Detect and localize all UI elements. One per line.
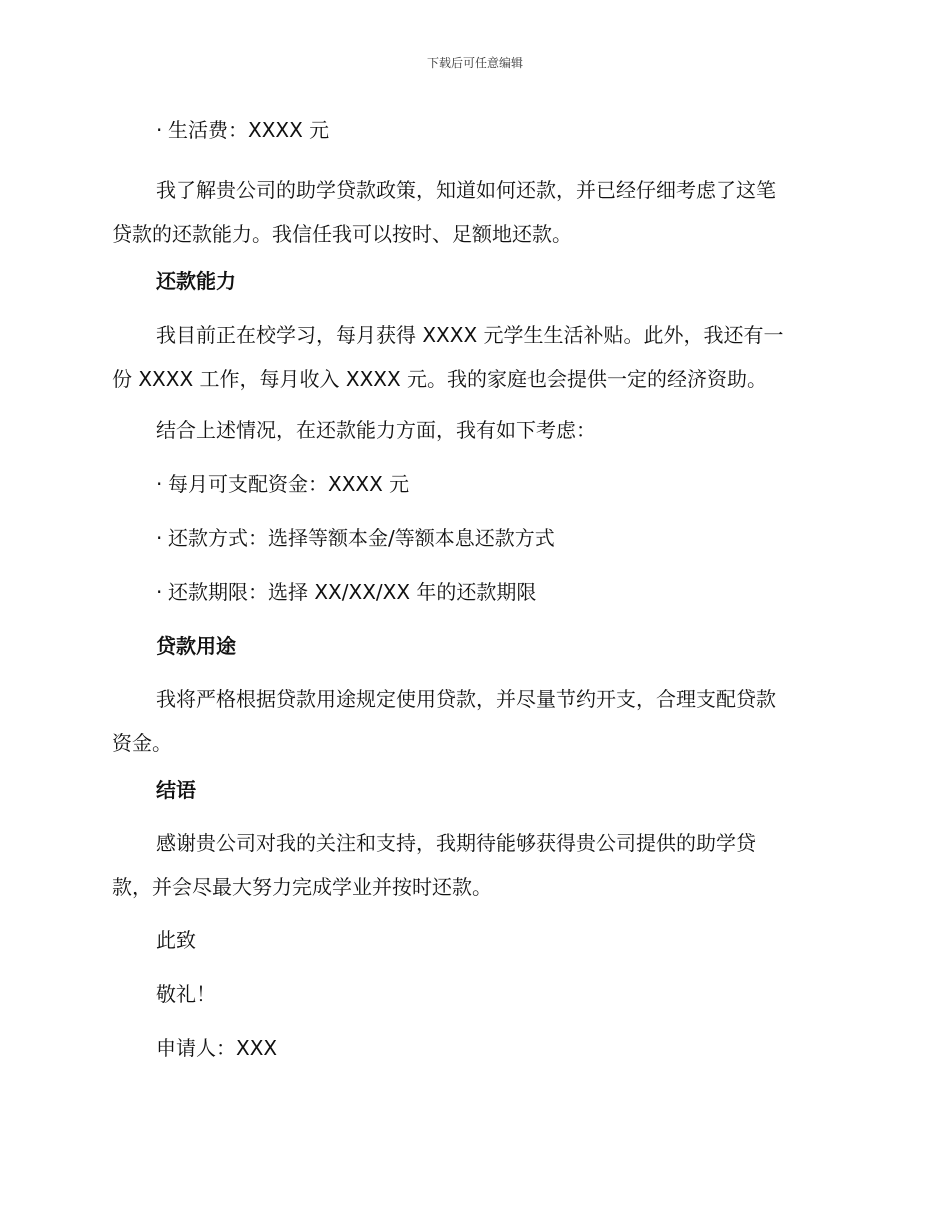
bullet-monthly-funds <box>112 469 832 499</box>
paragraph-line: 贷款的还款能力。我信任我可以按时、足额地还款。 <box>112 222 572 246</box>
paragraph-line: 款，并会尽最大努力完成学业并按时还款。 <box>112 875 492 899</box>
paragraph-line: 感谢贵公司对我的关注和支持，我期待能够获得贵公司提供的助学贷 <box>156 831 756 855</box>
bullet-text: 每月可支配资金：XXXX 元 <box>168 472 410 496</box>
document-body <box>112 113 832 1063</box>
closing-ci: 此致 <box>156 928 196 952</box>
paragraph-line: 我了解贵公司的助学贷款政策，知道如何还款，并已经仔细考虑了这笔 <box>156 178 776 202</box>
paragraph-repay <box>112 313 832 401</box>
section-heading-conclusion: 结语 <box>156 778 196 802</box>
bullet-repay-term <box>112 577 832 607</box>
bullet-marker: · <box>156 472 163 496</box>
bullet-text: 生活费：XXXX 元 <box>168 118 330 142</box>
paragraph-line: 份 XXXX 工作，每月收入 XXXX 元。我的家庭也会提供一定的经济资助。 <box>112 367 768 391</box>
bullet-marker: · <box>156 580 163 604</box>
paragraph-conclusion <box>112 821 832 909</box>
bullet-marker: · <box>156 118 163 142</box>
paragraph-line: 资金。 <box>112 731 172 755</box>
header-note: 下载后可任意编辑 <box>426 56 523 70</box>
applicant-line: 申请人：XXX <box>156 1036 278 1060</box>
consider-line: 结合上述情况，在还款能力方面，我有如下考虑： <box>156 418 596 442</box>
bullet-living-cost <box>112 115 832 145</box>
paragraph-line: 我将严格根据贷款用途规定使用贷款，并尽量节约开支，合理支配贷款 <box>156 687 776 711</box>
paragraph-line: 我目前正在校学习，每月获得 XXXX 元学生生活补贴。此外，我还有一 <box>156 323 784 347</box>
section-heading-use: 贷款用途 <box>156 634 236 658</box>
closing-jingli: 敬礼！ <box>156 982 216 1006</box>
paragraph-intro <box>112 168 832 256</box>
bullet-text: 还款方式：选择等额本金/等额本息还款方式 <box>168 526 555 550</box>
paragraph-use <box>112 677 832 765</box>
bullet-repay-method <box>112 523 832 553</box>
bullet-text: 还款期限：选择 XX/XX/XX 年的还款期限 <box>168 580 537 604</box>
bullet-marker: · <box>156 526 163 550</box>
section-heading-repay: 还款能力 <box>156 269 236 293</box>
